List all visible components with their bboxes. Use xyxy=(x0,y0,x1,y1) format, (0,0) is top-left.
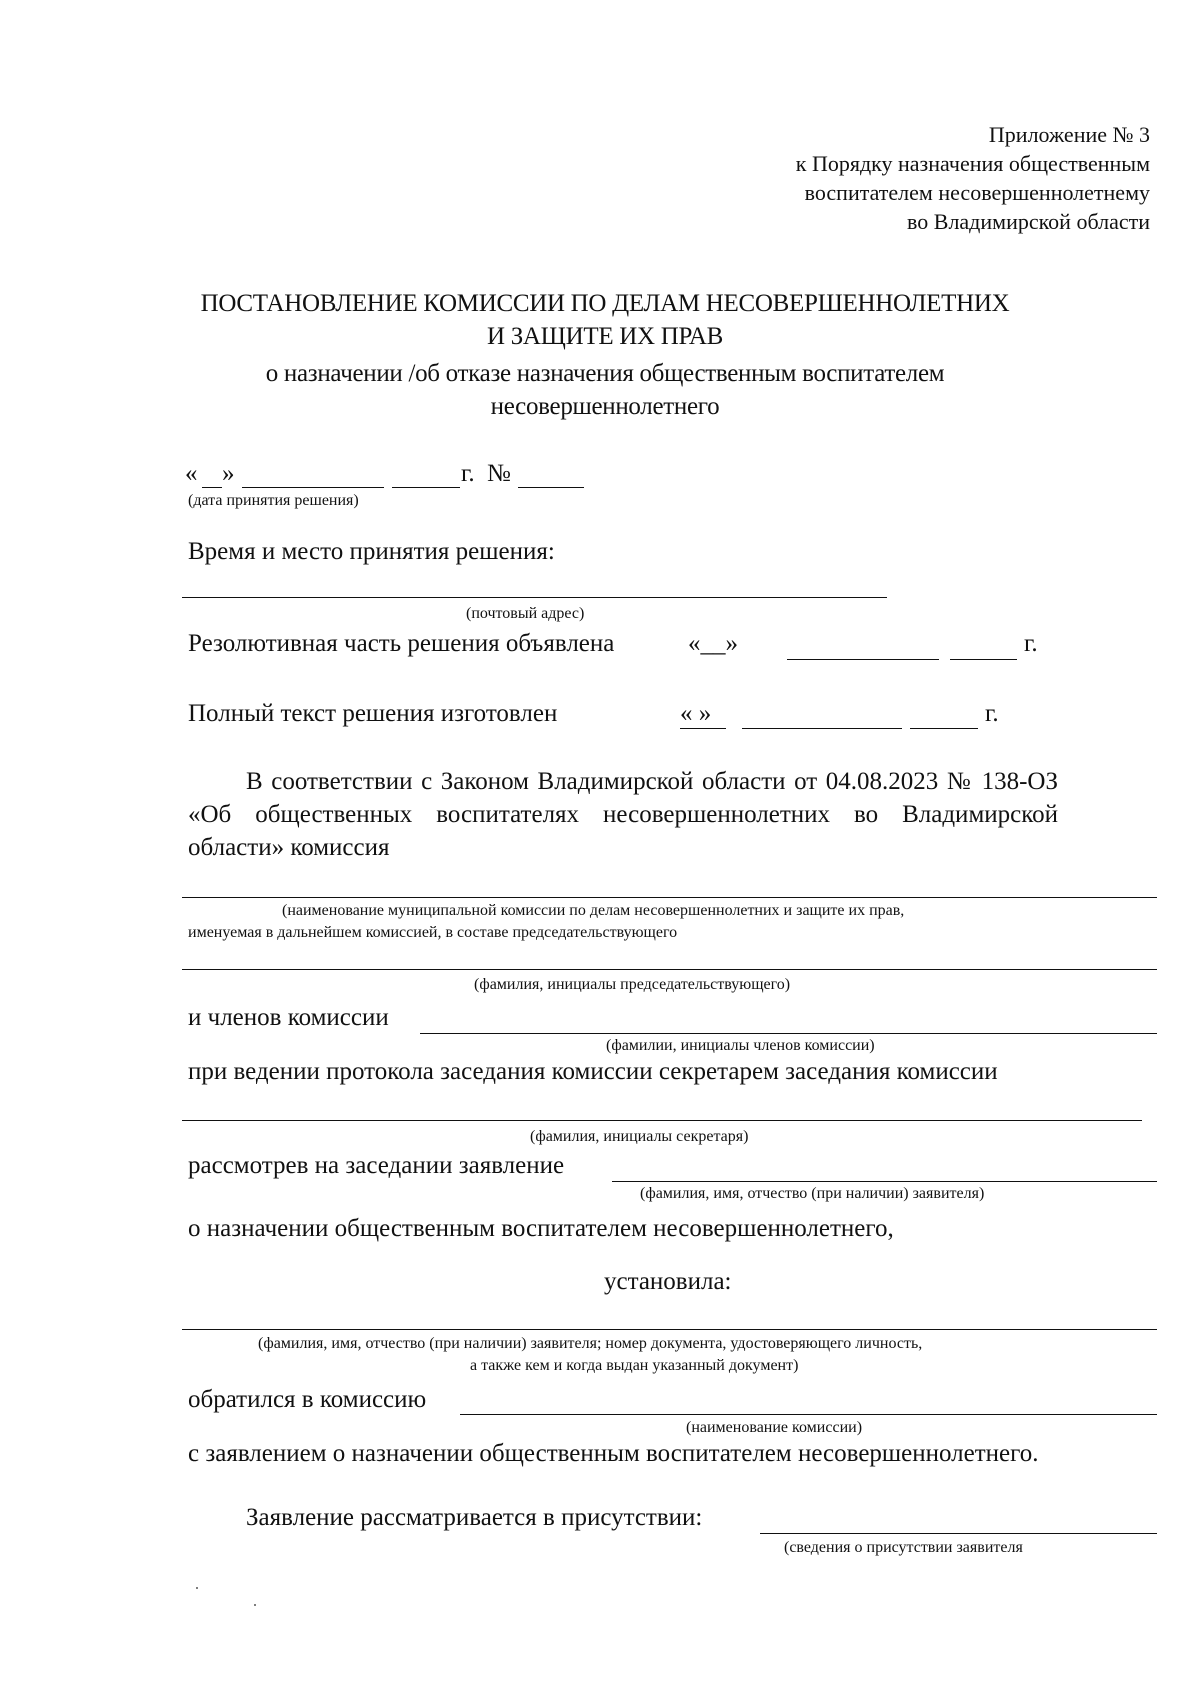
presence-blank xyxy=(760,1533,1157,1534)
resolution-label: Резолютивная часть решения объявлена xyxy=(188,630,615,657)
appendix-line-2: к Порядку назначения общественным xyxy=(795,151,1150,176)
full-text-year-blank xyxy=(910,728,978,729)
date-number-blank xyxy=(518,487,584,488)
appointment-line: о назначении общественным воспитателем несовершеннолетнего, xyxy=(188,1215,894,1242)
full-text-label: Полный текст решения изготовлен xyxy=(188,700,558,727)
date-year-blank xyxy=(392,487,460,488)
commission-name-blank xyxy=(182,897,1157,898)
date-caption: (дата принятия решения) xyxy=(188,492,359,509)
applicant-caption-line-1: (фамилия, имя, отчество (при наличии) заявителя; номер документа, удостоверяющего личность, xyxy=(258,1335,923,1352)
resolution-month-blank xyxy=(787,659,939,660)
members-label: и членов комиссии xyxy=(188,1004,389,1031)
scan-speck xyxy=(196,1587,198,1589)
statement-line: с заявлением о назначении общественным воспитателем несовершеннолетнего. xyxy=(188,1440,1039,1467)
resolution-year-blank xyxy=(950,659,1017,660)
secretary-caption: (фамилия, инициалы секретаря) xyxy=(530,1128,749,1145)
resolution-year-label: г. xyxy=(1024,630,1038,657)
title-line-3: о назначении /об отказе назначения общественным воспитателем xyxy=(265,360,945,387)
date-open-quote: « xyxy=(185,460,198,487)
presence-caption: (сведения о присутствии заявителя xyxy=(784,1539,1023,1556)
appendix-line-3: воспитателем несовершеннолетнему xyxy=(804,180,1150,205)
appendix-line-1: Приложение № 3 xyxy=(988,122,1150,147)
applicant-details-blank xyxy=(182,1329,1157,1330)
members-caption: (фамилии, инициалы членов комиссии) xyxy=(606,1037,875,1054)
secretary-blank xyxy=(182,1120,1142,1121)
date-day-blank xyxy=(202,487,222,488)
full-text-quotes-underline xyxy=(680,728,726,729)
law-line-3: области» комиссия xyxy=(188,834,390,861)
time-place-label: Время и место принятия решения: xyxy=(188,538,555,565)
application-blank xyxy=(612,1181,1157,1182)
commission-caption-line-1: (наименование муниципальной комиссии по делам несовершеннолетних и защите их прав, xyxy=(282,902,905,919)
appendix-header xyxy=(796,120,1150,236)
commission-caption-line-2: именуемая в дальнейшем комиссией, в составе председательствующего xyxy=(188,924,678,941)
time-place-caption: (почтовый адрес) xyxy=(466,605,585,622)
applied-caption: (наименование комиссии) xyxy=(686,1419,863,1436)
title-line-4: несовершеннолетнего xyxy=(490,393,720,420)
date-year-label: г. xyxy=(461,460,475,487)
chair-blank xyxy=(182,969,1157,970)
resolution-quotes: «__» xyxy=(688,630,738,657)
application-caption: (фамилия, имя, отчество (при наличии) заявителя) xyxy=(640,1185,985,1202)
date-month-blank xyxy=(242,487,384,488)
applied-label: обратился в комиссию xyxy=(188,1386,427,1413)
members-blank xyxy=(420,1033,1157,1034)
appendix-line-4: во Владимирской области xyxy=(907,209,1150,234)
applied-blank xyxy=(460,1414,1157,1415)
full-text-quotes: « » xyxy=(680,700,712,727)
scan-speck xyxy=(254,1604,256,1606)
application-label: рассмотрев на заседании заявление xyxy=(188,1152,565,1179)
chair-caption: (фамилия, инициалы председательствующего) xyxy=(474,976,791,993)
full-text-year-label: г. xyxy=(985,700,999,727)
time-place-blank xyxy=(182,597,887,598)
title-line-2: И ЗАЩИТЕ ИХ ПРАВ xyxy=(487,323,723,350)
presence-label: Заявление рассматривается в присутствии: xyxy=(246,1504,703,1531)
secretary-label: при ведении протокола заседания комиссии секретарем заседания комиссии xyxy=(188,1058,998,1085)
title-line-1: ПОСТАНОВЛЕНИЕ КОМИССИИ ПО ДЕЛАМ НЕСОВЕРШЕННОЛЕТНИХ xyxy=(200,290,1010,317)
date-close-quote: » xyxy=(222,460,235,487)
law-paragraph xyxy=(188,765,1058,864)
established-label: установила: xyxy=(604,1268,732,1295)
applicant-caption-line-2: а также кем и когда выдан указанный документ) xyxy=(470,1357,799,1374)
law-line-1: В соответствии с Законом Владимирской области от 04.08.2023 № 138-ОЗ xyxy=(246,768,1058,795)
date-number-sign: № xyxy=(487,460,511,487)
law-line-2: «Об общественных воспитателях несовершеннолетних во Владимирской xyxy=(188,801,1058,828)
full-text-month-blank xyxy=(742,728,902,729)
